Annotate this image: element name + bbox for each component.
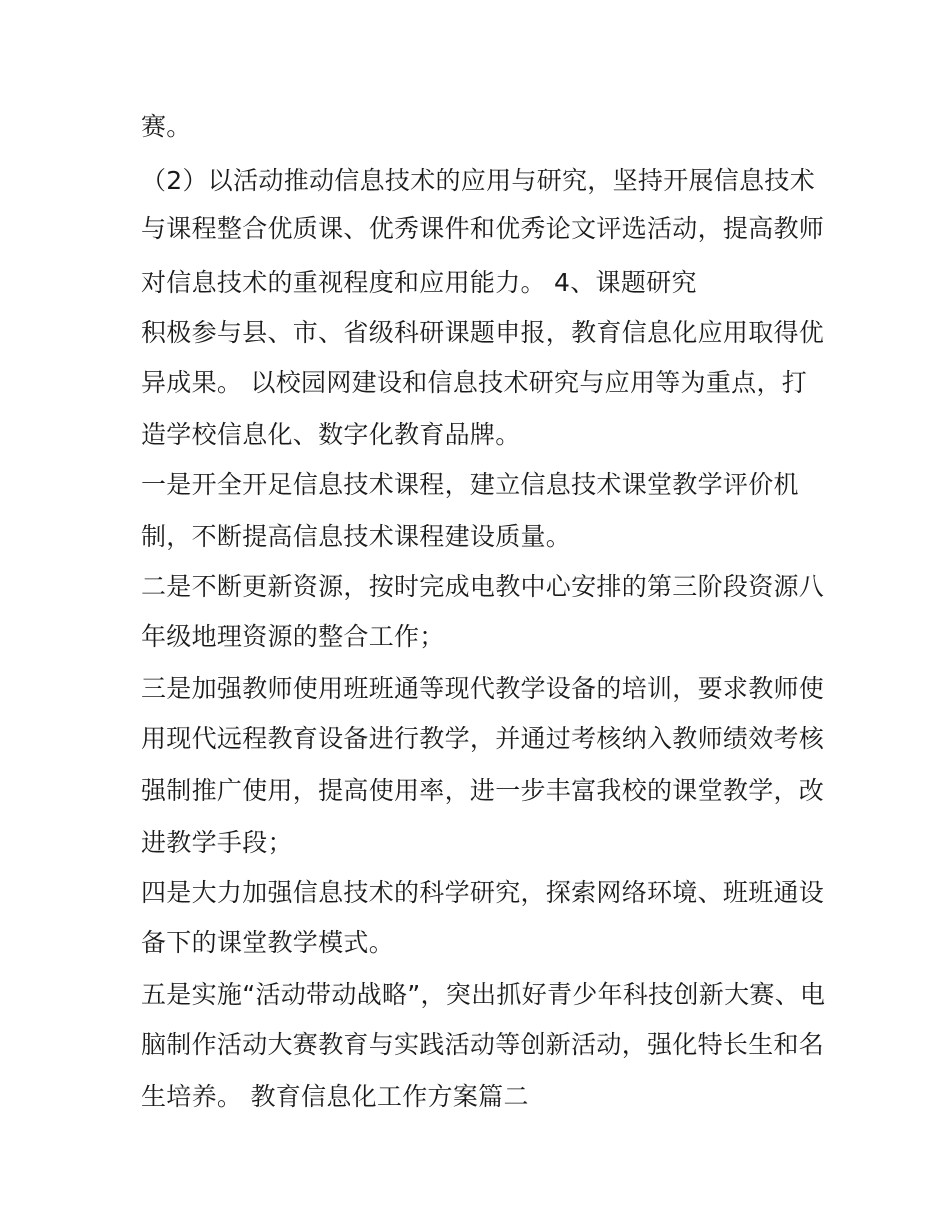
text-line: 生培养。 教育信息化工作方案篇二	[141, 1082, 529, 1111]
text-line: 进教学手段；	[141, 828, 293, 857]
text-line: 用现代远程教育设备进行教学，并通过考核纳入教师绩效考核	[141, 724, 825, 753]
text-line: 强制推广使用，提高使用率，进一步丰富我校的课堂教学，改	[141, 776, 825, 805]
text-line: 脑制作活动大赛教育与实践活动等创新活动，强化特长生和名	[141, 1030, 825, 1059]
text-line: 与课程整合优质课、优秀课件和优秀论文评选活动，提高教师	[141, 214, 825, 243]
text-line: 年级地理资源的整合工作；	[141, 622, 445, 651]
text-line: （2）以活动推动信息技术的应用与研究，坚持开展信息技术	[141, 166, 816, 195]
text-line: 四是大力加强信息技术的科学研究，探索网络环境、班班通设	[141, 878, 825, 907]
text-line: 造学校信息化、数字化教育品牌。	[141, 420, 521, 449]
text-line: 制，不断提高信息技术课程建设质量。	[141, 522, 572, 551]
text-line: 对信息技术的重视程度和应用能力。 4、课题研究	[141, 268, 697, 297]
text-line: 五是实施“活动带动战略”，突出抓好青少年科技创新大赛、电	[141, 980, 826, 1009]
text-line: 三是加强教师使用班班通等现代教学设备的培训，要求教师使	[141, 674, 825, 703]
text-line: 二是不断更新资源，按时完成电教中心安排的第三阶段资源八	[141, 572, 825, 601]
text-line: 积极参与县、市、省级科研课题申报，教育信息化应用取得优	[141, 318, 825, 347]
text-line: 一是开全开足信息技术课程，建立信息技术课堂教学评价机	[141, 470, 799, 499]
text-line: 备下的课堂教学模式。	[141, 928, 395, 957]
text-line: 异成果。 以校园网建设和信息技术研究与应用等为重点，打	[141, 368, 808, 397]
text-line: 赛。	[141, 112, 192, 141]
